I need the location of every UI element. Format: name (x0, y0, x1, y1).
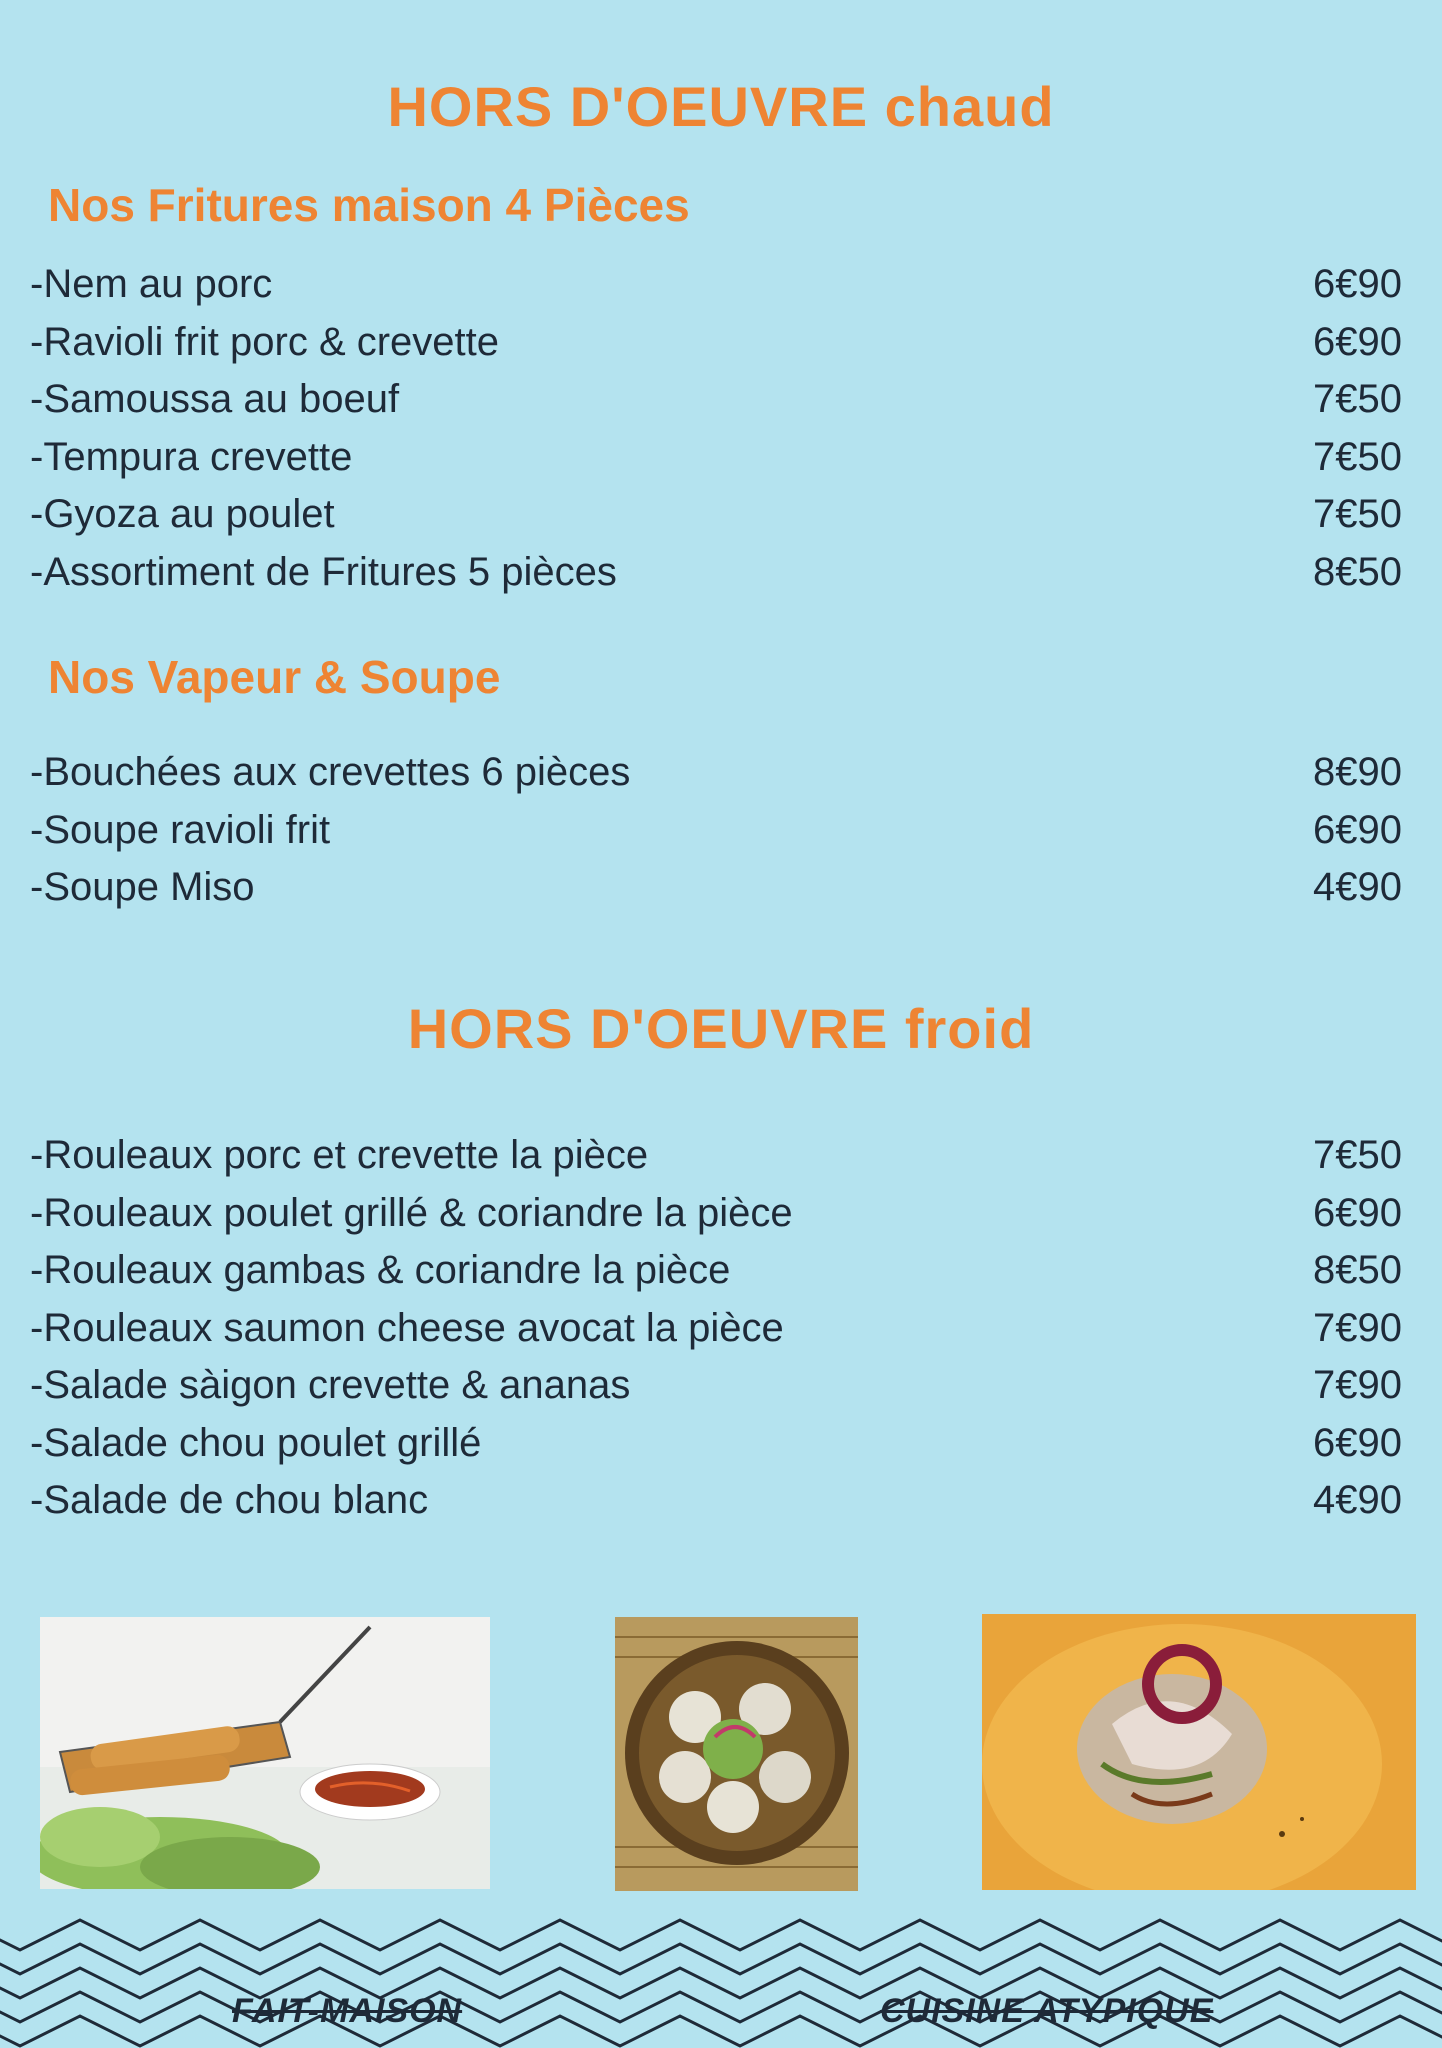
item-price: 7€50 (1313, 434, 1402, 479)
item-price: 6€90 (1313, 1190, 1402, 1235)
menu-item (30, 1242, 1402, 1300)
item-name: -Bouchées aux crevettes 6 pièces (30, 750, 631, 794)
cold-list (30, 1127, 1402, 1530)
menu-item (30, 802, 1402, 860)
item-name: -Ravioli frit porc & crevette (30, 319, 500, 364)
menu-item (30, 1127, 1402, 1185)
menu-item (30, 744, 1402, 802)
menu-item (30, 486, 1402, 544)
item-name: -Samoussa au boeuf (30, 377, 400, 421)
salad-photo (982, 1614, 1416, 1890)
menu-item (30, 371, 1402, 429)
vapeur-list (30, 744, 1402, 917)
item-name: -Rouleaux porc et crevette la pièce (30, 1133, 649, 1177)
tagline-fait-maison: FAIT-MAISON (232, 1992, 463, 2030)
menu-item (30, 429, 1402, 487)
item-price: 7€90 (1313, 1305, 1402, 1350)
menu-item (30, 314, 1402, 372)
item-name: -Soupe ravioli frit (30, 807, 331, 852)
item-price: 6€90 (1313, 319, 1402, 364)
item-name: -Gyoza au poulet (30, 492, 335, 536)
menu-item (30, 859, 1402, 917)
menu-item (30, 1472, 1402, 1530)
item-price: 4€90 (1313, 865, 1402, 909)
item-name: -Rouleaux gambas & coriandre la pièce (30, 1248, 731, 1292)
dumplings-photo (615, 1617, 858, 1891)
item-name: -Nem au porc (30, 262, 273, 306)
item-price: 6€90 (1313, 807, 1402, 852)
item-name: -Rouleaux poulet grillé & coriandre la pièce (30, 1190, 793, 1235)
item-name: -Salade chou poulet grillé (30, 1420, 482, 1465)
item-price: 4€90 (1313, 1478, 1402, 1522)
item-name: -Assortiment de Fritures 5 pièces (30, 549, 617, 594)
menu-item (30, 544, 1402, 602)
menu-item (30, 1357, 1402, 1415)
item-name: -Salade sàigon crevette & ananas (30, 1363, 631, 1407)
vapeur-subtitle: Nos Vapeur & Soupe (48, 651, 501, 703)
item-price: 8€50 (1313, 549, 1402, 594)
item-name: -Soupe Miso (30, 865, 255, 909)
cold-title: HORS D'OEUVRE froid (407, 997, 1035, 1060)
menu-item (30, 1300, 1402, 1358)
hot-title: HORS D'OEUVRE chaud (387, 75, 1055, 138)
item-price: 6€90 (1313, 262, 1402, 306)
fried-rolls-photo (40, 1617, 490, 1889)
chevron-pattern (0, 1900, 1442, 2048)
menu-item (30, 256, 1402, 314)
tagline-cuisine-atypique: CUISINE ATYPIQUE (880, 1992, 1214, 2030)
item-name: -Rouleaux saumon cheese avocat la pièce (30, 1305, 784, 1350)
menu-item (30, 1415, 1402, 1473)
item-price: 8€50 (1313, 1248, 1402, 1292)
fritures-list (30, 256, 1402, 601)
item-price: 7€90 (1313, 1363, 1402, 1407)
item-name: -Tempura crevette (30, 434, 353, 479)
item-price: 7€50 (1313, 1133, 1402, 1177)
item-price: 7€50 (1313, 492, 1402, 536)
menu-item (30, 1185, 1402, 1243)
item-price: 8€90 (1313, 750, 1402, 794)
item-name: -Salade de chou blanc (30, 1478, 429, 1522)
item-price: 7€50 (1313, 377, 1402, 421)
item-price: 6€90 (1313, 1420, 1402, 1465)
fritures-subtitle: Nos Fritures maison 4 Pièces (48, 179, 690, 231)
